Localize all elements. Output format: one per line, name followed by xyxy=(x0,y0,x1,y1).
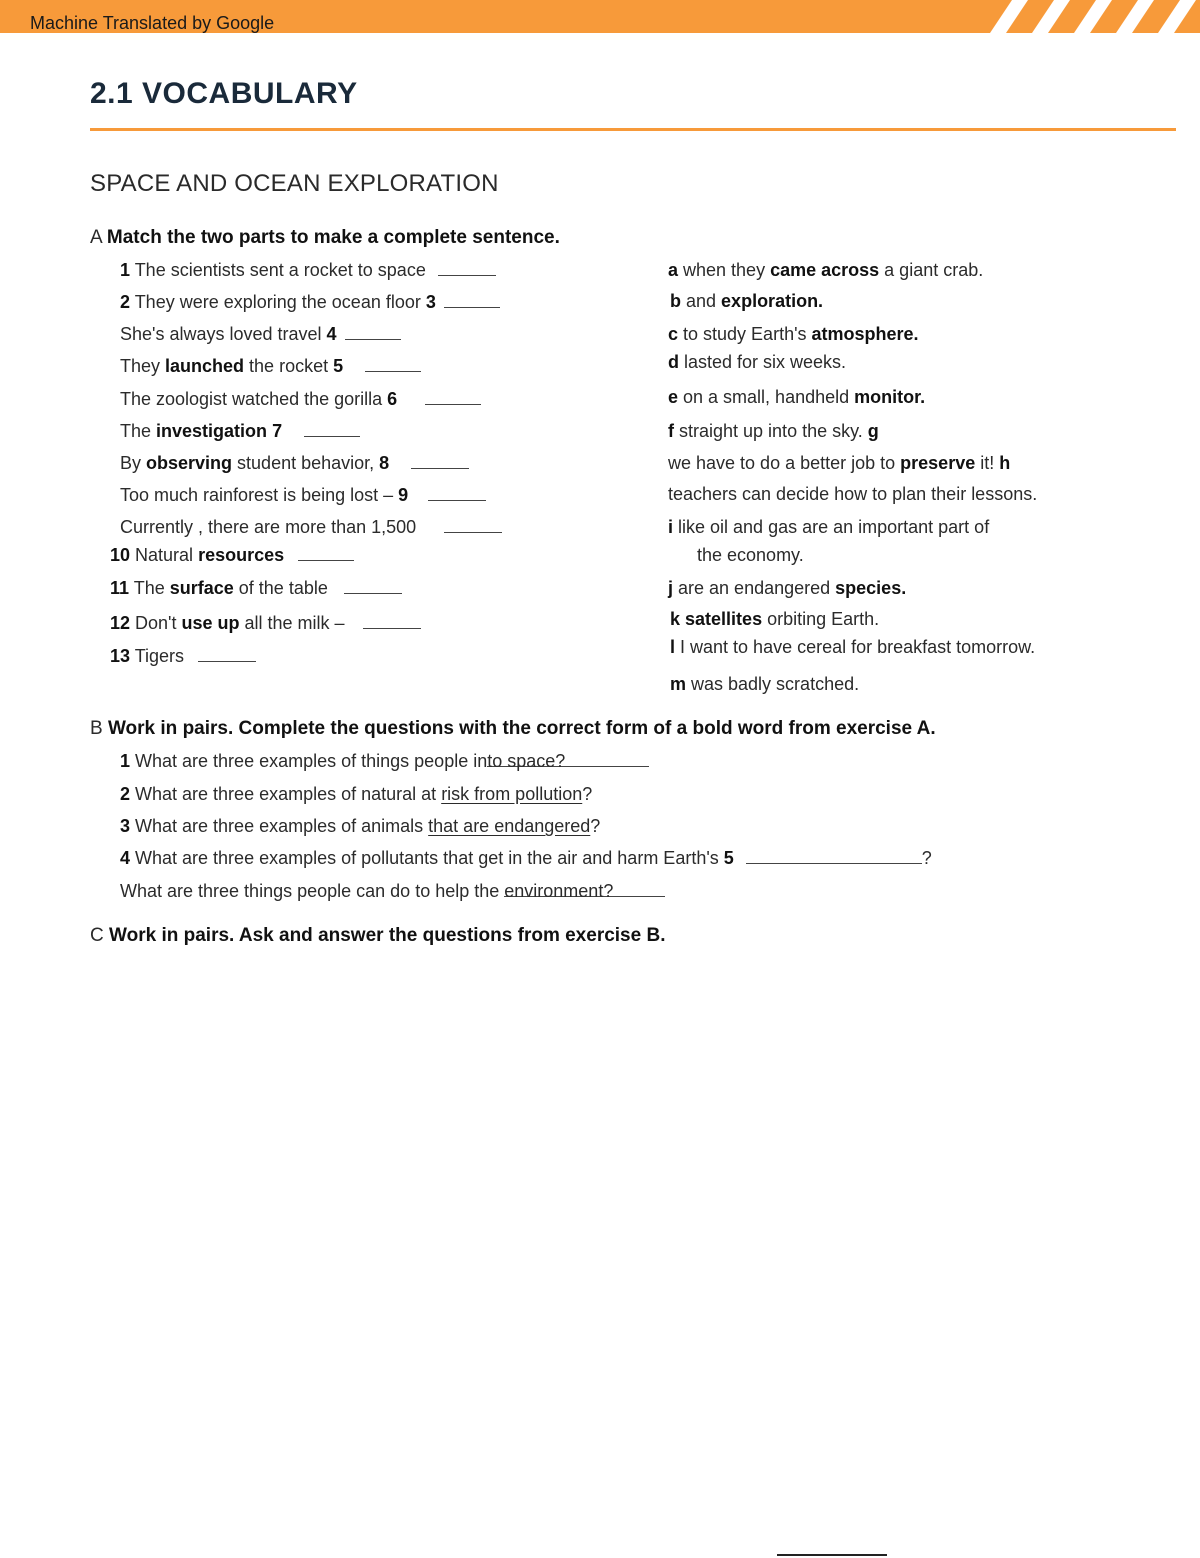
answer-underline[interactable]: risk from pollution xyxy=(441,784,583,804)
list-item: we have to do a better job to preserve it! h xyxy=(668,453,1011,473)
list-item: k satellites orbiting Earth. xyxy=(670,609,880,629)
instruction-text: Match the two parts to make a complete sentence. xyxy=(106,227,560,248)
answer-blank[interactable] xyxy=(344,577,402,594)
list-item: e on a small, handheld monitor. xyxy=(668,387,926,407)
answer-blank[interactable] xyxy=(746,847,922,864)
exercise-letter: C xyxy=(90,925,104,946)
list-item: teachers can decide how to plan their lessons. xyxy=(668,484,1038,504)
translation-banner xyxy=(0,0,1200,33)
answer-blank[interactable] xyxy=(438,259,496,276)
list-item: Currently , there are more than 1,500 xyxy=(120,516,502,538)
answer-blank[interactable] xyxy=(363,612,421,629)
exercise-letter: A xyxy=(90,227,102,248)
list-item: the economy. xyxy=(697,545,804,565)
question-item: 2 What are three examples of natural at risk from pollution? xyxy=(120,784,593,804)
decorative-stripes-icon xyxy=(980,0,1200,33)
answer-blank[interactable] xyxy=(444,291,500,308)
list-item: j are an endangered species. xyxy=(668,578,907,598)
list-item: 1 The scientists sent a rocket to space xyxy=(120,259,496,281)
answer-blank[interactable] xyxy=(298,544,354,561)
page-title: 2.1 VOCABULARY xyxy=(90,77,358,110)
answer-underline[interactable]: that are endangered xyxy=(428,816,591,836)
list-item: She's always loved travel 4 xyxy=(120,323,401,345)
list-item: f straight up into the sky. g xyxy=(668,421,879,441)
question-item: What are three things people can do to help the environment? xyxy=(120,880,665,902)
answer-blank[interactable] xyxy=(198,645,256,662)
list-item: a when they came across a giant crab. xyxy=(668,260,984,280)
list-item: c to study Earth's atmosphere. xyxy=(668,324,919,344)
list-item: They launched the rocket 5 xyxy=(120,355,421,377)
section-subtitle: SPACE AND OCEAN EXPLORATION xyxy=(90,170,499,197)
answer-line[interactable]: to space? xyxy=(487,750,649,767)
list-item: Too much rainforest is being lost – 9 xyxy=(120,484,486,506)
answer-blank[interactable] xyxy=(345,323,401,340)
title-divider xyxy=(90,128,1176,131)
list-item: d lasted for six weeks. xyxy=(668,352,847,372)
list-item: 11 The surface of the table xyxy=(110,577,402,599)
exercise-b-instruction xyxy=(90,718,936,740)
question-item: 3 What are three examples of animals that are endangered? xyxy=(120,816,601,836)
footer-divider xyxy=(777,1554,887,1556)
machine-translated-label: Machine Translated by Google xyxy=(30,13,275,33)
exercise-letter: B xyxy=(90,718,103,739)
list-item: l I want to have cereal for breakfast tomorrow. xyxy=(670,637,1036,657)
list-item: 2 They were exploring the ocean floor 3 xyxy=(120,291,500,313)
exercise-c-instruction xyxy=(90,925,665,947)
answer-blank[interactable] xyxy=(428,484,486,501)
question-item: 1 What are three examples of things people into space? xyxy=(120,750,649,772)
list-item: 10 Natural resources xyxy=(110,544,354,566)
list-item: By observing student behavior, 8 xyxy=(120,452,469,474)
answer-blank[interactable] xyxy=(304,420,360,437)
answer-blank[interactable] xyxy=(365,355,421,372)
answer-blank[interactable] xyxy=(425,388,481,405)
answer-line[interactable]: environment? xyxy=(504,880,665,897)
list-item: m was badly scratched. xyxy=(670,674,860,694)
list-item: b and exploration. xyxy=(670,291,824,311)
question-item: 4 What are three examples of pollutants that get in the air and harm Earth's 5 ? xyxy=(120,848,932,868)
list-item: 13 Tigers xyxy=(110,645,256,667)
exercise-a-instruction xyxy=(90,227,560,249)
instruction-text: Work in pairs. Ask and answer the questions from exercise B. xyxy=(109,925,666,946)
list-item: The zoologist watched the gorilla 6 xyxy=(120,388,481,410)
list-item: 12 Don't use up all the milk – xyxy=(110,612,421,634)
list-item: i like oil and gas are an important part of xyxy=(668,517,990,537)
instruction-text: Work in pairs. Complete the questions with the correct form of a bold word from exercise A. xyxy=(107,718,936,739)
answer-blank[interactable] xyxy=(411,452,469,469)
list-item: The investigation 7 xyxy=(120,420,360,442)
answer-blank[interactable] xyxy=(444,516,502,533)
